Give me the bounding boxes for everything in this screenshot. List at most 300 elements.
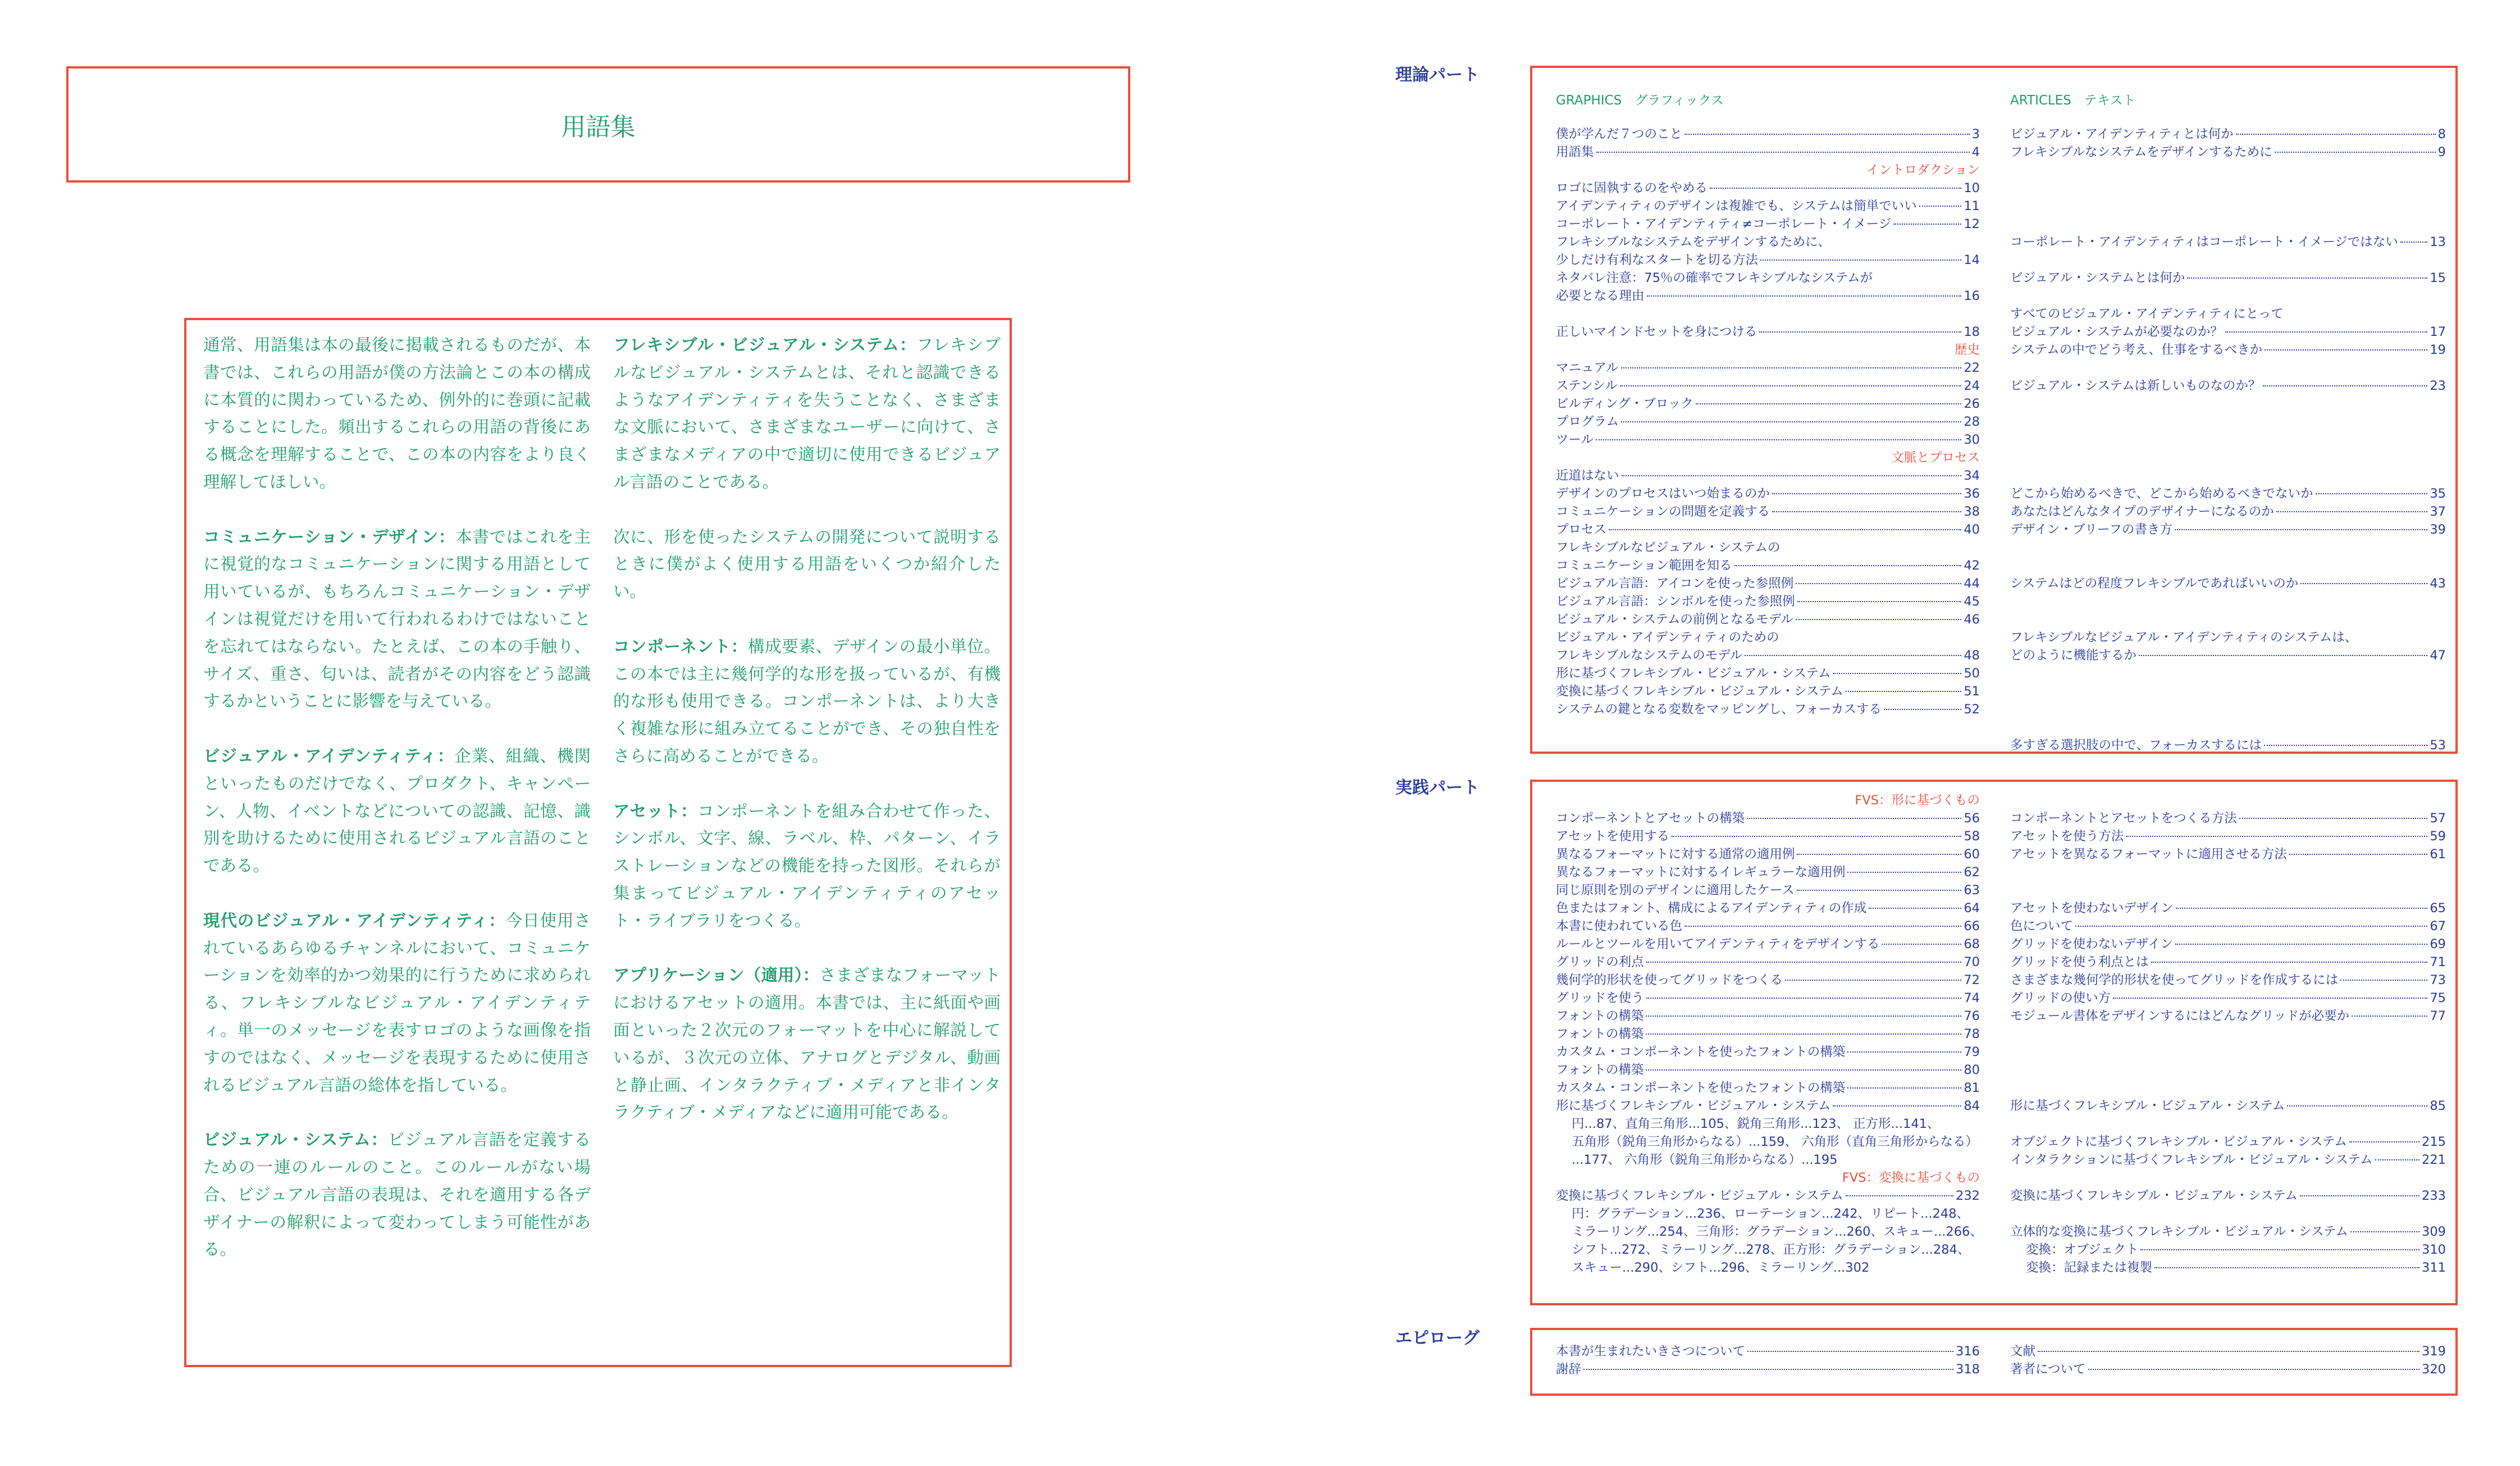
toc-page-number: 28 xyxy=(1964,415,1980,429)
toc-entry[interactable] xyxy=(2010,124,2446,142)
dot-leader xyxy=(2276,511,2428,512)
toc-entry-title: ビジュアル言語：シンボルを使った参照例 xyxy=(1556,594,1795,609)
toc-entry-title: マニュアル xyxy=(1556,361,1619,375)
glossary-term: フレキシブル・ビジュアル・システム： xyxy=(613,335,917,354)
glossary-definition: 今日使用されているあらゆるチャンネルにおいて、コミュニケーションを効率的かつ効果的に行うために求められる、フレキシブルなビジュアル・アイデンティティ。単一のメッセージを表すロゴのような画像を指すのではなく、メッセージを表現するために使用されるビジュアル言語の総体を指している。 xyxy=(203,910,591,1095)
glossary-paragraph xyxy=(203,907,591,1099)
toc-entry-title: グリッドの利点 xyxy=(1556,955,1644,969)
toc-entry-title: グリッドを使う xyxy=(1556,991,1644,1005)
dot-leader xyxy=(2263,385,2427,386)
toc-entry-title: システムの中でどう考え、仕事をするべきか xyxy=(2010,343,2263,357)
toc-entry-title: 同じ原則を別のデザインに適用したケース xyxy=(1556,883,1795,898)
toc-entry[interactable] xyxy=(1556,645,1980,663)
toc-entry[interactable] xyxy=(1556,376,1980,394)
glossary-term: ビジュアル・アイデンティティ： xyxy=(203,746,455,766)
toc-page-number: 320 xyxy=(2422,1362,2446,1377)
toc-entry[interactable] xyxy=(1556,286,1980,304)
toc-entry[interactable] xyxy=(2010,520,2446,538)
toc-page-number: 17 xyxy=(2430,325,2446,339)
toc-page-number: 39 xyxy=(2430,522,2446,537)
toc-entry[interactable] xyxy=(2010,645,2446,663)
dot-leader xyxy=(1672,836,1961,837)
toc-entry[interactable] xyxy=(1556,466,1980,484)
glossary-term: 現代のビジュアル・アイデンティティ： xyxy=(203,910,506,930)
dot-leader xyxy=(1833,1105,1961,1107)
toc-entry[interactable] xyxy=(1556,250,1980,268)
toc-page-number: 12 xyxy=(1964,217,1980,231)
toc-entry[interactable] xyxy=(1556,178,1980,196)
toc-entry[interactable] xyxy=(2010,934,2446,952)
toc-entry[interactable] xyxy=(1556,358,1980,376)
toc-entry-title: 変換に基づくフレキシブル・ビジュアル・システム xyxy=(1556,684,1843,699)
toc-entry[interactable] xyxy=(2010,826,2446,844)
toc-entry-title: ビジュアル・システムが必要なのか？ xyxy=(2010,325,2223,339)
toc-entry-title: アセットを使う方法 xyxy=(2010,829,2124,844)
toc-entry-title: アセットを使用する xyxy=(1556,829,1670,844)
toc-entry[interactable] xyxy=(2010,484,2446,502)
toc-entry-title: フレキシブルなシステムをデザインするために xyxy=(2010,145,2272,160)
toc-entry[interactable] xyxy=(1556,1024,1980,1042)
toc-entry[interactable] xyxy=(1556,663,1980,681)
toc-entry-title: コーポレート・アイデンティティ≠コーポレート・イメージ xyxy=(1556,217,1892,231)
glossary-definition: 次に、形を使ったシステムの開発について説明するときに僕がよく使用する用語をいくつか紹介したい。 xyxy=(613,527,1001,602)
toc-theory-box xyxy=(1530,66,2458,754)
toc-entry-title: システムの鍵となる変数をマッピングし、フォーカスする xyxy=(1556,702,1882,717)
dot-leader xyxy=(2350,1231,2419,1232)
toc-entry[interactable] xyxy=(1556,214,1980,232)
toc-entry-line: ネタバレ注意：75％の確率でフレキシブルなシステムが xyxy=(1556,271,1873,285)
dot-leader xyxy=(1846,1195,1953,1196)
toc-page-number: 43 xyxy=(2430,576,2446,591)
dot-leader xyxy=(1747,818,1961,819)
toc-entry-title: ビジュアル言語：アイコンを使った参照例 xyxy=(1556,576,1794,591)
toc-entry-title: 変換：オブジェクト xyxy=(2026,1242,2139,1257)
toc-page-number: 62 xyxy=(1964,865,1980,880)
dot-leader xyxy=(1622,475,1962,476)
dot-leader xyxy=(2287,1105,2427,1107)
toc-entry[interactable] xyxy=(2010,808,2446,826)
toc-page-number: 10 xyxy=(1964,181,1980,195)
dot-leader xyxy=(1621,367,1962,368)
dot-leader xyxy=(1583,1369,1953,1370)
glossary-definition: 構成要素、デザインの最小単位。この本では主に幾何学的な形を扱っているが、有機的な形も使用できる。コンポーネントは、より大きく複雑な形に組み立てることができ、その独自性をさらに高めることができる。 xyxy=(613,636,1001,766)
toc-entry-line: スキュー...290、シフト...296、ミラーリング...302 xyxy=(1572,1260,1870,1275)
dot-leader xyxy=(2316,493,2428,494)
toc-entry[interactable] xyxy=(1556,1359,1980,1377)
dot-leader xyxy=(2175,529,2427,530)
dot-leader xyxy=(2154,1267,2419,1268)
toc-page-number: 319 xyxy=(2422,1344,2446,1359)
toc-entry[interactable] xyxy=(1556,1096,1980,1114)
dot-leader xyxy=(1745,655,1961,656)
toc-page-number: 34 xyxy=(1964,468,1980,483)
toc-entry[interactable] xyxy=(2010,142,2446,160)
toc-page-number: 53 xyxy=(2430,738,2446,753)
toc-entry-title: 用語集 xyxy=(1556,145,1594,160)
toc-entry[interactable] xyxy=(2010,735,2446,753)
toc-entry[interactable] xyxy=(1556,916,1980,934)
toc-entry[interactable] xyxy=(2010,268,2446,286)
toc-entry-title: コーポレート・アイデンティティはコーポレート・イメージではない xyxy=(2010,235,2398,249)
toc-entry[interactable] xyxy=(1556,934,1980,952)
dot-leader xyxy=(1796,619,1962,620)
toc-entry[interactable] xyxy=(1556,1060,1980,1078)
toc-page-number: 318 xyxy=(1956,1362,1980,1377)
toc-entry-title: 形に基づくフレキシブル・ビジュアル・システム xyxy=(2010,1099,2285,1113)
dot-leader xyxy=(1847,872,1961,873)
dot-leader xyxy=(2300,583,2427,584)
toc-entry[interactable] xyxy=(2010,1359,2446,1377)
glossary-paragraph xyxy=(613,962,1001,1126)
dot-leader xyxy=(1646,1069,1961,1071)
glossary-term: コンポーネント： xyxy=(613,636,748,656)
toc-entry-title: ビジュアル・システムの前例となるモデル xyxy=(1556,612,1793,627)
toc-entry[interactable] xyxy=(1556,124,1980,142)
toc-page-number: 65 xyxy=(2430,901,2446,916)
dot-leader xyxy=(1847,1087,1961,1089)
dot-leader xyxy=(1710,188,1961,189)
dot-leader xyxy=(1684,926,1961,927)
toc-entry[interactable] xyxy=(1556,591,1980,609)
toc-entry[interactable] xyxy=(1556,844,1980,862)
toc-entry-title: ビジュアル・システムは新しいものなのか？ xyxy=(2010,379,2261,393)
toc-entry-title: 僕が学んだ７つのこと xyxy=(1556,127,1683,142)
dot-leader xyxy=(1760,259,1961,261)
toc-page-number: 14 xyxy=(1964,253,1980,267)
glossary-body-box xyxy=(184,318,1012,1367)
toc-page-number: 47 xyxy=(2430,648,2446,663)
toc-entry[interactable] xyxy=(1556,609,1980,627)
toc-entry-title: コンポーネントとアセットの構築 xyxy=(1556,811,1745,826)
toc-entry-line: フレキシブルなビジュアル・システムの xyxy=(1556,540,1781,555)
toc-entry[interactable] xyxy=(1556,699,1980,717)
toc-entry[interactable] xyxy=(1556,1186,1980,1204)
toc-entry-line: フレキシブルなビジュアル・アイデンティティのシステムは、 xyxy=(2010,630,2358,645)
toc-page-number: 81 xyxy=(1964,1081,1980,1095)
glossary-paragraph xyxy=(613,633,1001,770)
toc-entry-title: アセットを使わないデザイン xyxy=(2010,901,2174,916)
toc-page-number: 19 xyxy=(2430,343,2446,357)
toc-entry-title: 異なるフォーマットに対するイレギュラーな適用例 xyxy=(1556,865,1846,880)
toc-entry[interactable] xyxy=(1556,573,1980,591)
toc-entry-title: オブジェクトに基づくフレキシブル・ビジュアル・システム xyxy=(2010,1135,2347,1149)
glossary-definition: コンポーネントを組み合わせて作った、シンボル、文字、線、ラベル、枠、パターン、イラストレーションなどの機能を持った図形。それらが集まってビジュアル・アイデンティティのアセット・ライブラリをつくる。 xyxy=(613,801,1001,930)
toc-entry[interactable] xyxy=(1556,412,1980,430)
toc-entry-title: ステンシル xyxy=(1556,379,1618,393)
dot-leader xyxy=(2126,836,2427,837)
toc-page-number: 51 xyxy=(1964,684,1980,699)
glossary-title-box xyxy=(66,66,1130,183)
toc-page-number: 215 xyxy=(2422,1135,2446,1149)
toc-page-number: 37 xyxy=(2430,504,2446,519)
toc-entry-title: 異なるフォーマットに対する通常の適用例 xyxy=(1556,847,1795,862)
toc-entry-title: 幾何学的形状を使ってグリッドをつくる xyxy=(1556,973,1783,987)
toc-entry[interactable] xyxy=(1556,1006,1980,1024)
toc-entry[interactable] xyxy=(2010,1132,2446,1150)
toc-page-number: 52 xyxy=(1964,702,1980,717)
toc-entry[interactable] xyxy=(1556,862,1980,880)
toc-entry[interactable] xyxy=(2010,952,2446,970)
toc-page-number: 8 xyxy=(2437,127,2446,142)
dot-leader xyxy=(2289,854,2428,855)
toc-entry[interactable] xyxy=(1556,430,1980,448)
dot-leader xyxy=(2038,1351,2419,1352)
toc-entry-line: フレキシブルなシステムをデザインするために、 xyxy=(1556,235,1831,249)
toc-page-number: 36 xyxy=(1964,486,1980,501)
dot-leader xyxy=(2225,331,2427,333)
toc-page-number: 311 xyxy=(2422,1260,2446,1275)
toc-page-number: 18 xyxy=(1964,325,1980,339)
glossary-paragraph xyxy=(203,743,591,880)
glossary-definition: 通常、用語集は本の最後に掲載されるものだが、本書では、これらの用語が僕の方法論とこの本の構成に本質的に関わっているため、例外的に巻頭に記載することにした。頻出するこれらの用語の背後にある概念を理解することで、この本の内容をより良く理解してほしい。 xyxy=(203,335,591,491)
toc-entry-title: どこから始めるべきで、どこから始めるべきでないか xyxy=(2010,486,2313,501)
dot-leader xyxy=(2187,277,2427,279)
dot-leader xyxy=(1797,890,1962,891)
toc-entry[interactable] xyxy=(2010,232,2446,250)
dot-leader xyxy=(1596,439,1961,440)
toc-entry[interactable] xyxy=(1556,988,1980,1006)
dot-leader xyxy=(1646,962,1962,963)
toc-page-number: 15 xyxy=(2430,271,2446,285)
toc-entry-title: 形に基づくフレキシブル・ビジュアル・システム xyxy=(1556,666,1831,681)
toc-page-number: 4 xyxy=(1971,145,1980,160)
glossary-definition: さまざまなフォーマットにおけるアセットの適用。本書では、主に紙面や画面といった２次元のフォーマットを中心に解説しているが、３次元の立体、アナログとデジタル、動画と静止画、インタラクティブ・メディアと非インタラクティブ・メディアなどに適用可能である。 xyxy=(613,966,1001,1122)
toc-entry[interactable] xyxy=(2010,1096,2446,1114)
toc-entry-title: フォントの構築 xyxy=(1556,1063,1644,1077)
dot-leader xyxy=(1846,691,1961,692)
toc-page-number: 38 xyxy=(1964,504,1980,519)
glossary-right-column xyxy=(613,331,1001,1154)
toc-entry[interactable] xyxy=(2010,988,2446,1006)
toc-entry-title: 著者について xyxy=(2010,1362,2086,1377)
toc-page-number: 70 xyxy=(1964,955,1980,969)
dot-leader xyxy=(1646,1016,1961,1017)
toc-entry[interactable] xyxy=(2010,970,2446,988)
toc-entry[interactable] xyxy=(1556,880,1980,898)
toc-entry-title: 色またはフォント、構成によるアイデンティティの作成 xyxy=(1556,901,1867,916)
toc-page-number: 73 xyxy=(2430,973,2446,987)
toc-entry-line: すべてのビジュアル・アイデンティティにとって xyxy=(2010,307,2284,321)
toc-entry-title: ビジュアル・アイデンティティとは何か xyxy=(2010,127,2234,142)
toc-entry-line: ビジュアル・アイデンティティのための xyxy=(1556,630,1779,645)
toc-entry[interactable] xyxy=(1556,484,1980,502)
dot-leader xyxy=(1797,601,1962,602)
dot-leader xyxy=(1734,565,1962,566)
glossary-term: アプリケーション（適用）： xyxy=(613,966,820,985)
toc-entry-title: どのように機能するか xyxy=(2010,648,2137,663)
dot-leader xyxy=(2140,1249,2419,1250)
dot-leader xyxy=(2340,980,2427,981)
dot-leader xyxy=(1759,331,1961,333)
toc-page-number: 16 xyxy=(1964,289,1980,303)
dot-leader xyxy=(1609,529,1961,530)
toc-entry-title: 本書が生まれたいきさつについて xyxy=(1556,1344,1746,1359)
toc-entry-line: 五角形（鋭角三角形からなる）...159、 六角形（直角三角形からなる） xyxy=(1572,1135,1979,1149)
toc-entry[interactable] xyxy=(1556,1341,1980,1359)
part-label-epilogue: エピローグ xyxy=(1395,1328,1480,1348)
toc-entry[interactable] xyxy=(1556,898,1980,916)
toc-page-number: 23 xyxy=(2430,379,2446,393)
toc-entry[interactable] xyxy=(1556,520,1980,538)
toc-entry[interactable] xyxy=(2010,1150,2446,1168)
toc-page-number: 66 xyxy=(1964,919,1980,934)
toc-page-number: 80 xyxy=(1964,1063,1980,1077)
toc-entry-title: グリッドを使う利点とは xyxy=(2010,955,2149,969)
toc-page-number: 50 xyxy=(1964,666,1980,681)
toc-page-number: 63 xyxy=(1964,883,1980,898)
toc-page-number: 77 xyxy=(2430,1009,2446,1023)
toc-entry[interactable] xyxy=(2010,898,2446,916)
part-label-practice: 実践パート xyxy=(1395,778,1480,798)
toc-entry[interactable] xyxy=(1556,808,1980,826)
toc-page-number: 68 xyxy=(1964,937,1980,951)
glossary-paragraph xyxy=(203,1126,591,1263)
dot-leader xyxy=(1646,998,1962,999)
toc-entry-title: コミュニケーションの問題を定義する xyxy=(1556,504,1770,519)
toc-entry[interactable] xyxy=(2010,573,2446,591)
toc-page-number: 61 xyxy=(2430,847,2446,862)
dot-leader xyxy=(2151,962,2428,963)
toc-page-number: 30 xyxy=(1964,432,1980,447)
toc-entry[interactable] xyxy=(2010,322,2446,340)
toc-entry[interactable] xyxy=(1556,952,1980,970)
toc-section-heading: イントロダクション xyxy=(1866,163,1980,177)
dot-leader xyxy=(2275,152,2436,153)
toc-page-number: 26 xyxy=(1964,397,1980,411)
toc-entry-title: 文献 xyxy=(2010,1344,2036,1359)
glossary-title: 用語集 xyxy=(561,112,636,142)
toc-entry[interactable] xyxy=(2010,1341,2446,1359)
toc-page-number: 58 xyxy=(1964,829,1980,844)
dot-leader xyxy=(2088,1369,2419,1370)
toc-entry-title: 少しだけ有利なスタートを切る方法 xyxy=(1556,253,1759,267)
toc-entry-title: カスタム・コンポーネントを使ったフォントの構築 xyxy=(1556,1045,1846,1059)
toc-entry-title: インタラクションに基づくフレキシブル・ビジュアル・システム xyxy=(2010,1153,2373,1167)
toc-entry-title: コミュニケーション範囲を知る xyxy=(1556,558,1732,573)
toc-entry[interactable] xyxy=(2010,376,2446,394)
toc-entry-title: プログラム xyxy=(1556,415,1619,429)
toc-entry[interactable] xyxy=(1556,826,1980,844)
toc-page-number: 74 xyxy=(1964,991,1980,1005)
toc-entry[interactable] xyxy=(1556,142,1980,160)
toc-entry[interactable] xyxy=(1556,1042,1980,1060)
graphics-heading: GRAPHICS グラフィックス xyxy=(1556,93,1724,108)
toc-entry[interactable] xyxy=(2010,502,2446,520)
toc-page-number: 64 xyxy=(1964,901,1980,916)
dot-leader xyxy=(2375,1159,2420,1160)
dot-leader xyxy=(2265,349,2427,350)
toc-page-number: 76 xyxy=(1964,1009,1980,1023)
toc-entry[interactable] xyxy=(1556,394,1980,412)
dot-leader xyxy=(2139,655,2427,656)
dot-leader xyxy=(2400,242,2428,243)
toc-page-number: 72 xyxy=(1964,973,1980,987)
toc-entry-title: アイデンティティのデザインは複雑でも、システムは簡単でいい xyxy=(1556,199,1917,213)
toc-entry-title: 変換に基づくフレキシブル・ビジュアル・システム xyxy=(1556,1189,1843,1203)
toc-entry[interactable] xyxy=(2010,1186,2446,1204)
toc-entry-title: アセットを異なるフォーマットに適用させる方法 xyxy=(2010,847,2287,862)
toc-entry-title: 変換に基づくフレキシブル・ビジュアル・システム xyxy=(2010,1189,2298,1203)
toc-entry-title: プロセス xyxy=(1556,522,1607,537)
toc-entry[interactable] xyxy=(1556,322,1980,340)
toc-entry[interactable] xyxy=(1556,681,1980,699)
toc-entry-title: グリッドの使い方 xyxy=(2010,991,2111,1005)
toc-page-number: 45 xyxy=(1964,594,1980,609)
dot-leader xyxy=(1893,224,1961,225)
toc-entry[interactable] xyxy=(2010,1006,2446,1024)
toc-page-number: 22 xyxy=(1964,361,1980,375)
toc-entry-title: ツール xyxy=(1556,432,1594,447)
part-label-theory: 理論パート xyxy=(1395,65,1480,85)
dot-leader xyxy=(1621,421,1961,422)
toc-entry-title: ロゴに固執するのをやめる xyxy=(1556,181,1708,195)
toc-entry-title: システムはどの程度フレキシブルであればいいのか xyxy=(2010,576,2299,591)
toc-section-heading: FVS：形に基づくもの xyxy=(1855,793,1980,808)
glossary-left-column xyxy=(203,331,591,1291)
toc-entry-line: 円：グラデーション...236、ローテーション...242、リピート...248、 xyxy=(1572,1207,1970,1221)
toc-page-number: 85 xyxy=(2430,1099,2446,1113)
dot-leader xyxy=(1646,1034,1961,1035)
toc-entry[interactable] xyxy=(1556,196,1980,214)
toc-entry[interactable] xyxy=(1556,502,1980,520)
toc-entry-title: あなたはどんなタイプのデザイナーになるのか xyxy=(2010,504,2274,519)
dot-leader xyxy=(2075,926,2427,927)
toc-entry-title: デザイン・ブリーフの書き方 xyxy=(2010,522,2172,537)
toc-entry[interactable] xyxy=(1556,1078,1980,1096)
glossary-definition: 企業、組織、機関といったものだけでなく、プロダクト、キャンペーン、人物、イベントなどについての認識、記憶、識別を助けるために使用されるビジュアル言語のことである。 xyxy=(203,746,591,876)
toc-page-number: 78 xyxy=(1964,1027,1980,1041)
dot-leader xyxy=(1882,944,1961,945)
toc-page-number: 35 xyxy=(2430,486,2446,501)
toc-page-number: 309 xyxy=(2422,1224,2446,1239)
toc-entry[interactable] xyxy=(2010,844,2446,862)
toc-entry-line: ミラーリング...254、三角形：グラデーション...260、スキュー...266、 xyxy=(1572,1224,1983,1239)
dot-leader xyxy=(1747,1351,1953,1352)
dot-leader xyxy=(1796,583,1961,584)
toc-entry-title: ルールとツールを用いてアイデンティティをデザインする xyxy=(1556,937,1880,951)
toc-page-number: 48 xyxy=(1964,648,1980,663)
dot-leader xyxy=(1684,134,1970,135)
dot-leader xyxy=(2176,908,2428,909)
glossary-definition: フレキシブルなビジュアル・システムとは、それと認識できるようなアイデンティティを失うことなく、さまざまな文脈において、さまざまなユーザーに向けて、さまざまなメディアの中で適切に使用できるビジュアル言語のことである。 xyxy=(613,335,1001,491)
toc-page-number: 69 xyxy=(2430,937,2446,951)
toc-entry[interactable] xyxy=(2010,1240,2446,1258)
toc-entry[interactable] xyxy=(2010,916,2446,934)
toc-entry[interactable] xyxy=(1556,556,1980,573)
articles-heading: ARTICLES テキスト xyxy=(2010,93,2136,108)
glossary-term: アセット： xyxy=(613,801,698,821)
toc-section-heading: 文脈とプロセス xyxy=(1891,450,1980,465)
toc-section-heading: FVS：変換に基づくもの xyxy=(1842,1171,1980,1185)
dot-leader xyxy=(1620,385,1962,386)
toc-entry[interactable] xyxy=(1556,970,1980,988)
toc-page-number: 221 xyxy=(2422,1153,2446,1167)
toc-page-number: 40 xyxy=(1964,522,1980,537)
toc-page-number: 11 xyxy=(1964,199,1980,213)
toc-page-number: 13 xyxy=(2430,235,2446,249)
toc-entry-line: シフト...272、ミラーリング...278、正方形：グラデーション...284、 xyxy=(1572,1242,1970,1257)
toc-entry-line: ...177、 六角形（鋭角三角形からなる）...195 xyxy=(1572,1153,1838,1167)
toc-entry[interactable] xyxy=(2010,1258,2446,1276)
toc-entry[interactable] xyxy=(2010,340,2446,358)
toc-entry-title: カスタム・コンポーネントを使ったフォントの構築 xyxy=(1556,1081,1846,1095)
glossary-paragraph xyxy=(613,331,1001,496)
toc-entry-title: 立体的な変換に基づくフレキシブル・ビジュアル・システム xyxy=(2010,1224,2348,1239)
toc-entry-line: 円...87、直角三角形...105、鋭角三角形...123、 正方形...141、 xyxy=(1572,1117,1940,1131)
toc-page-number: 79 xyxy=(1964,1045,1980,1059)
toc-entry[interactable] xyxy=(2010,1222,2446,1240)
toc-page-number: 75 xyxy=(2430,991,2446,1005)
